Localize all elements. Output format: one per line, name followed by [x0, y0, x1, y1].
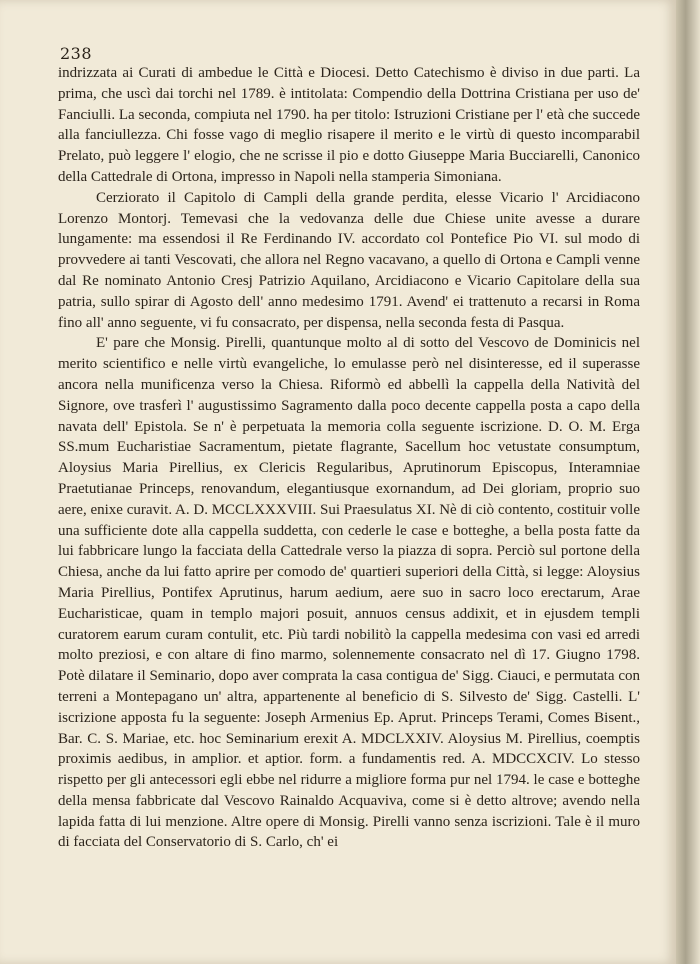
paragraph: Cerziorato il Capitolo di Campli della grande perdita, elesse Vicario l' Arcidiacono Lorenzo Montorj. Temevasi che la vedovanza delle due Chiese unite avesse a durare lungamente: ma essendosi il Re Ferdinando IV. accordato col Pontefice Pio VI. sul modo di provvedere ai tanti Vescovati, che allora nel Regno vacavano, a quello di Ortona e Campli venne dal Re nominato Antonio Cresj Patrizio Aquilano, Arcidiacono e Vicario Capitolare della sua patria, sullo spirar di Agosto dell' anno medesimo 1791. Avend' ei trattenuto a recarsi in Roma fino all' anno seguente, vi fu consacrato, per dispensa, nella seconda festa di Pasqua.: [58, 189, 640, 331]
body-text: [58, 63, 640, 853]
page-edge: [676, 0, 700, 964]
page-number: 238: [60, 44, 93, 63]
paragraph: indrizzata ai Curati di ambedue le Città e Diocesi. Detto Catechismo è diviso in due parti. La prima, che uscì dai torchi nel 1789. è intitolata: Compendio della Dottrina Cristiana per uso de' Fanciulli. La seconda, compiuta nel 1790. ha per titolo: Istruzioni Cristiane per l' età che succede alla fanciullezza. Chi fosse vago di meglio risapere il merito e le virtù di questo incomparabil Prelato, può leggere l' elogio, che ne scrisse il pio e dotto Giuseppe Maria Bucciarelli, Canonico della Cattedrale di Ortona, impresso in Napoli nella stamperia Simoniana.: [58, 65, 640, 185]
paragraph: E' pare che Monsig. Pirelli, quantunque molto al di sotto del Vescovo de Dominicis nel merito scientifico e nelle virtù evangeliche, lo emulasse però nel disinteresse, ed il superasse ancora nella munificenza verso la Chiesa. Riformò ed abbellì la cappella della Natività del Signore, ove trasferì l' augustissimo Sagramento dalla poco decente cappella posta a capo della navata dell' Epistola. Se n' è perpetuata la memoria colla seguente iscrizione. D. O. M. Erga SS.mum Eucharistiae Sacramentum, pietate flagrante, Sacellum hoc vetustate consumptum, Aloysius Maria Pirellius, ex Clericis Regularibus, Aprutinorum Episcopus, Interamniae Praetutianae Princeps, renovandum, elegantiusque exornandum, ad Dei gloriam, proprio suo aere, enixe curavit. A. D. MCCLXXXVIII. Sui Praesulatus XI. Nè di ciò contento, costituir volle una sufficiente dote alla cappella suddetta, con cederle le case e botteghe, a bella posta fatte da lui fabbricare lungo la facciata della Cattedrale verso la piazza di sopra. Perciò sul portone della Chiesa, anche da lui fatto aprire per comodo de' quartieri superiori della Città, si legge: Aloysius Maria Pirellius, Pontifex Aprutinus, harum aedium, aere suo in sacro loco erectarum, Arae Eucharisticae, quam in templo majori posuit, annuos census addixit, et in ejusdem templi curatorem earum curam contulit, etc. Più tardi nobilitò la cappella medesima con vasi ed arredi molto preziosi, e con altare di fino marmo, solennemente consacrato nel dì 17. Giugno 1798. Potè dilatare il Seminario, dopo aver comprata la casa contigua de' Sigg. Ciauci, e permutata con terreni a Montepagano un' altra, appartenente al beneficio di S. Silvesto de' Sigg. Castelli. L' iscrizione apposta fu la seguente: Joseph Armenius Ep. Aprut. Princeps Terami, Comes Bisent., Bar. C. S. Mariae, etc. hoc Seminarium erexit A. MDCLXXIV. Aloysius M. Pirellius, coemptis proximis aedibus, in amplior. et aptior. form. a fundamentis red. A. MDCCXCIV. Lo stesso rispetto per gli antecessori egli ebbe nel ridurre a migliore forma pur nel 1794. le case e botteghe della mensa fabbricate dal Vescovo Rainaldo Acquaviva, come si è detto altrove; avendo nella lapida fatta di lui menzione. Altre opere di Monsig. Pirelli vanno senza iscrizioni. Tale è il muro di facciata del Conservatorio di S. Carlo, ch' ei: [58, 335, 640, 851]
